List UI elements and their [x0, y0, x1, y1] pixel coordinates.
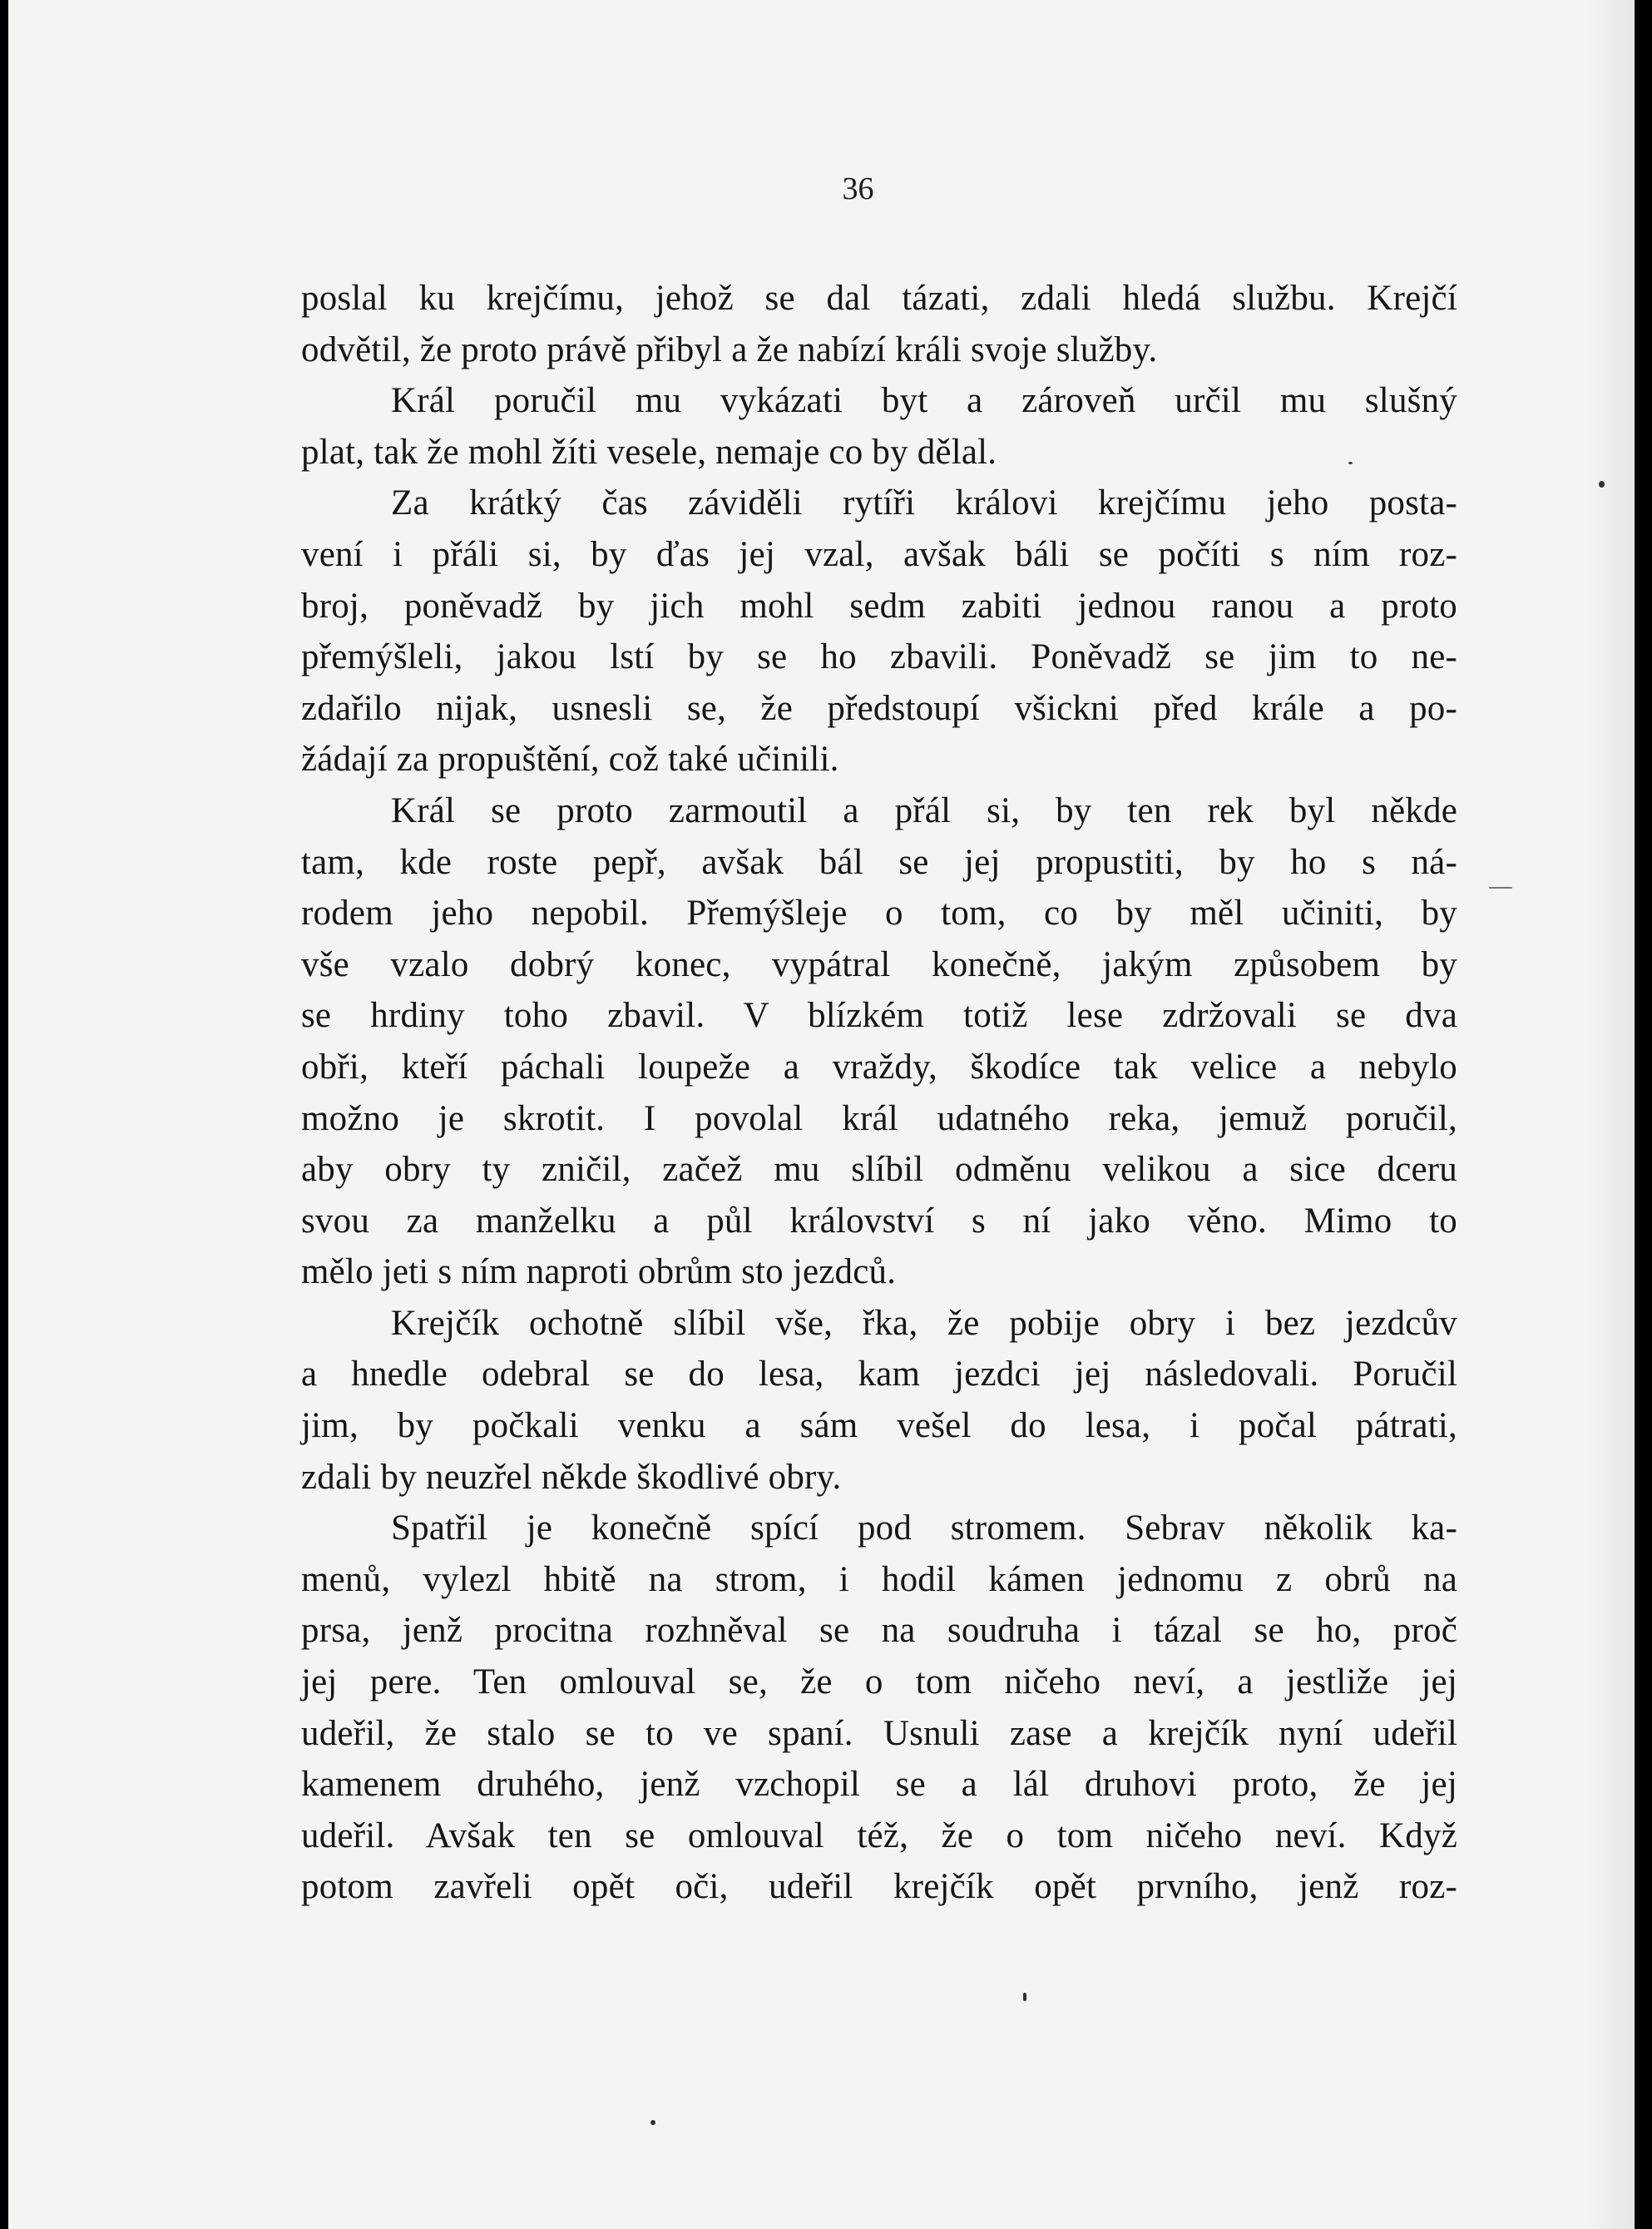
text-line: přemýšleli, jakou lstí by se ho zbavili. Poněvadž se jim to ne- [301, 637, 1457, 677]
text-line: Spatřil je konečně spící pod stromem. Sebrav několik ka- [391, 1508, 1457, 1548]
page-number: 36 [842, 171, 874, 206]
text-line: poslal ku krejčímu, jehož se dal tázati, zdali hledá službu. Krejčí [301, 279, 1457, 318]
text-line: prsa, jenž procitna rozhněval se na soudruha i tázal se ho, proč [301, 1611, 1457, 1651]
scan-speck [1599, 481, 1605, 488]
text-line: Král se proto zarmoutil a přál si, by ten rek byl někde [391, 790, 1457, 830]
text-line: Krejčík ochotně slíbil vše, řka, že pobije obry i bez jezdcův [391, 1303, 1457, 1343]
text-line: svou za manželku a půl království s ní jako věno. Mimo to [301, 1201, 1457, 1241]
text-line: a hnedle odebral se do lesa, kam jezdci jej následovali. Poručil [301, 1355, 1457, 1394]
text-line: udeřil, že stalo se to ve spaní. Usnuli zase a krejčík nyní udeřil [301, 1713, 1457, 1753]
text-line: vení i přáli si, by ďas jej vzal, avšak báli se počíti s ním roz- [301, 534, 1457, 574]
text-line: kamenem druhého, jenž vzchopil se a lál druhovi proto, že jej [301, 1765, 1457, 1805]
text-line: aby obry ty zničil, začež mu slíbil odměnu velikou a sice dceru [301, 1150, 1457, 1190]
text-line: broj, poněvadž by jich mohl sedm zabiti jednou ranou a proto [301, 586, 1457, 626]
text-line: se hrdiny toho zbavil. V blízkém totiž lese zdržovali se dva [301, 996, 1457, 1036]
scan-speck [1489, 887, 1512, 889]
text-line: menů, vylezl hbitě na strom, i hodil kámen jednomu z obrů na [301, 1559, 1457, 1599]
text-line: tam, kde roste pepř, avšak bál se jej propustiti, by ho s ná- [301, 842, 1457, 882]
text-line: zdali by neuzřel někde škodlivé obry. [301, 1457, 842, 1497]
scan-speck [1023, 1993, 1026, 2001]
text-line: možno je skrotit. I povolal král udatného reka, jemuž poručil, [301, 1098, 1457, 1138]
text-line: jej pere. Ten omlouval se, že o tom ničeho neví, a jestliže jej [301, 1662, 1457, 1702]
scan-speck [650, 2120, 655, 2125]
text-line: jim, by počkali venku a sám vešel do lesa, i počal pátrati, [301, 1406, 1457, 1446]
body-text [301, 273, 1457, 1913]
text-line: Za krátký čas záviděli rytíři královi krejčímu jeho posta- [391, 483, 1457, 523]
scanned-page [8, 0, 1635, 2229]
text-line: rodem jeho nepobil. Přemýšleje o tom, co by měl učiniti, by [301, 894, 1457, 934]
text-line: udeřil. Avšak ten se omlouval též, že o tom ničeho neví. Když [301, 1815, 1457, 1855]
text-line: Král poručil mu vykázati byt a zároveň určil mu slušný [391, 381, 1457, 421]
text-line: potom zavřeli opět oči, udeřil krejčík opět prvního, jenž roz- [301, 1867, 1457, 1907]
text-line: plat, tak že mohl žíti vesele, nemaje co by dělal. [301, 432, 997, 472]
text-line: zdařilo nijak, usnesli se, že předstoupí všickni před krále a po- [301, 688, 1457, 728]
text-line: mělo jeti s ním naproti obrům sto jezdců. [301, 1252, 897, 1292]
page-edge-shadow [1585, 0, 1635, 2229]
text-line: obři, kteří páchali loupeže a vraždy, škodíce tak velice a nebylo [301, 1047, 1457, 1087]
text-line: žádají za propuštění, což také učinili. [301, 740, 839, 780]
scan-speck [1348, 462, 1353, 464]
text-line: odvětil, že proto právě přibyl a že nabízí králi svoje služby. [301, 329, 1158, 369]
text-line: vše vzalo dobrý konec, vypátral konečně, jakým způsobem by [301, 944, 1457, 984]
